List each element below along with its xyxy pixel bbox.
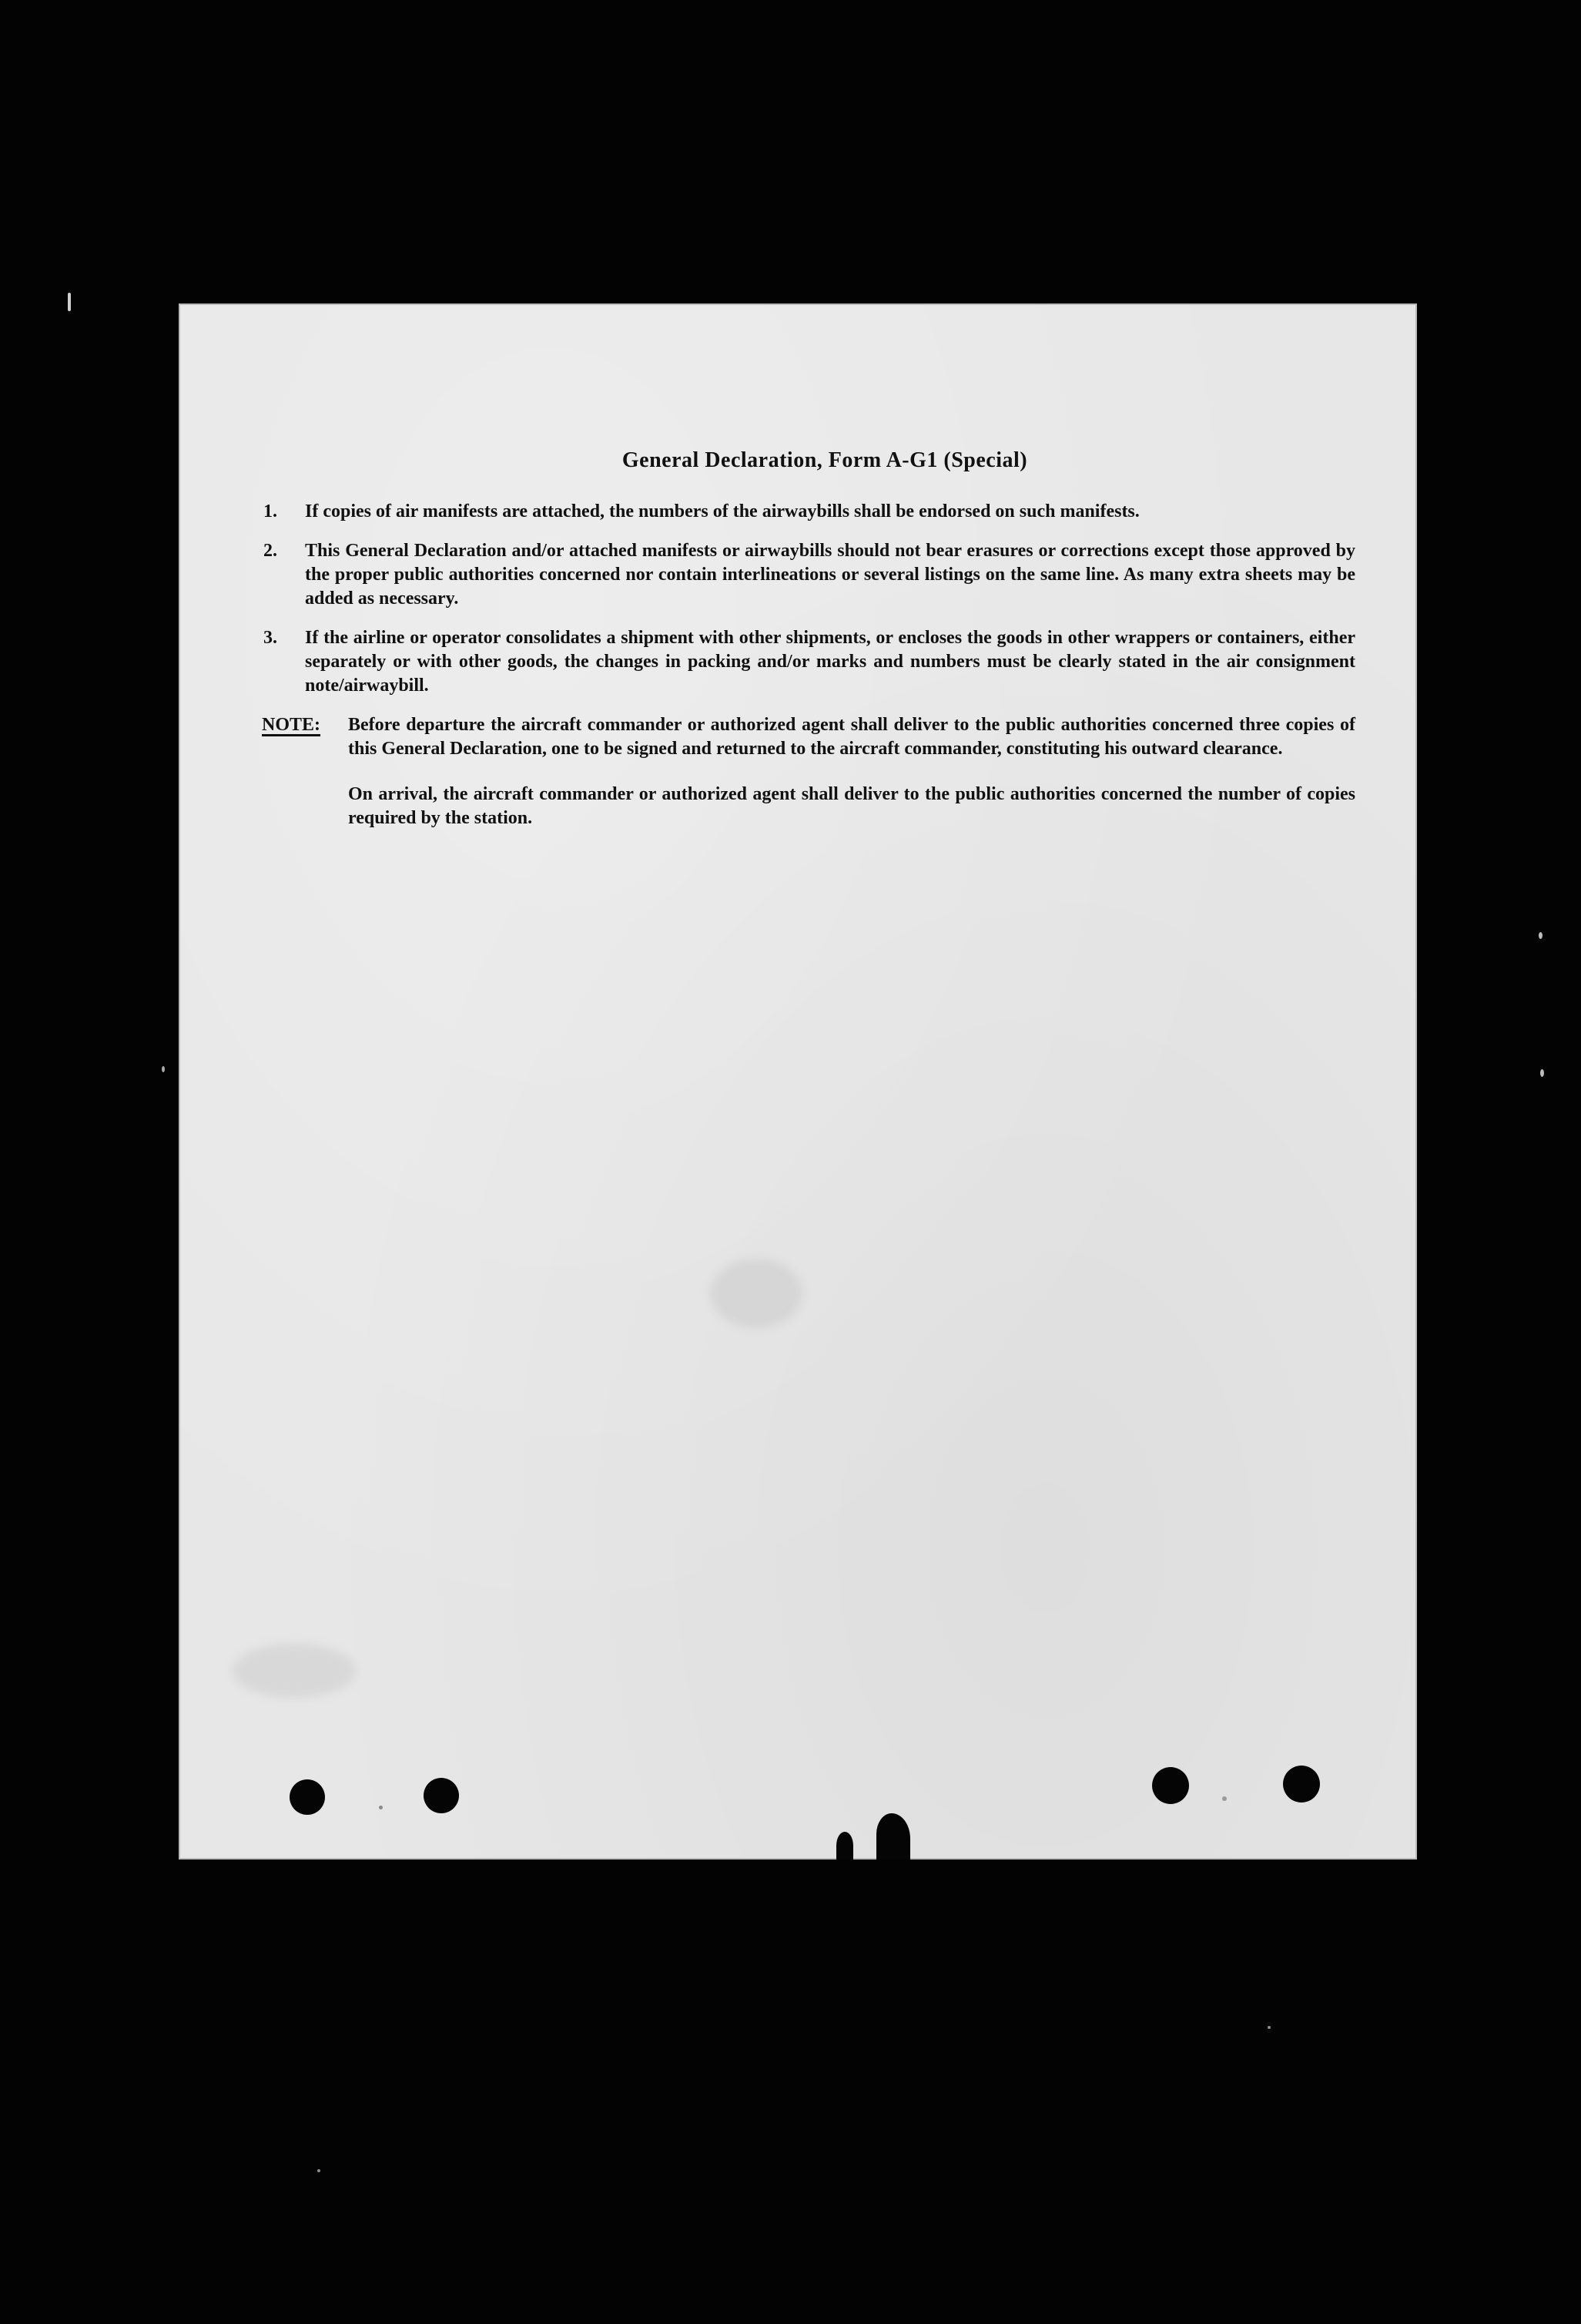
punch-hole [424,1778,459,1813]
dust-speck [1540,1069,1544,1077]
torn-notch [836,1832,853,1860]
note-paragraph: On arrival, the aircraft commander or authorized agent shall deliver to the public authorities concerned the number of copies required by the station. [348,784,1355,828]
torn-notch [876,1813,910,1860]
dust-speck [162,1066,165,1072]
paper-smudge [233,1644,356,1698]
item-text: This General Declaration and/or attached manifests or airwaybills should not bear erasures or corrections except those approved by the proper public authorities concerned nor contain interlineations or several listings on the same line. As many extra sheets may be added as necessary. [305,541,1355,609]
item-number: 1. [263,501,277,521]
note-paragraph: Before departure the aircraft commander or authorized agent shall deliver to the public authorities concerned three copies of this General Declaration, one to be signed and returned to the aircraft commander, constituting his outward clearance. [348,715,1355,759]
list-item [262,539,1355,611]
dust-speck [317,2169,320,2172]
document-title: General Declaration, Form A-G1 (Special) [621,448,1028,472]
document-page [179,303,1417,1860]
dust-speck [1539,932,1542,939]
paper-speck [379,1806,383,1809]
list-item [262,500,1355,524]
dust-speck [1268,2026,1271,2029]
paper-smudge [710,1259,802,1328]
item-text: If copies of air manifests are attached, the numbers of the airwaybills shall be endorsed on such manifests. [305,501,1140,521]
note-section [262,713,1355,852]
item-number: 3. [263,628,277,648]
punch-hole [1283,1766,1320,1803]
paper-speck [1222,1796,1227,1801]
punch-hole [1152,1767,1189,1804]
declaration-text [262,448,1355,852]
dust-speck [68,293,71,311]
item-number: 2. [263,541,277,561]
item-text: If the airline or operator consolidates a shipment with other shipments, or encloses the goods in other wrappers or containers, either separately or with other goods, the changes in packing and/or marks and numbers must be clearly stated in the air consignment note/airwaybill. [305,628,1355,696]
note-label: NOTE: [262,715,321,735]
note-content [348,713,1355,852]
list-item [262,626,1355,698]
punch-hole [290,1779,325,1815]
